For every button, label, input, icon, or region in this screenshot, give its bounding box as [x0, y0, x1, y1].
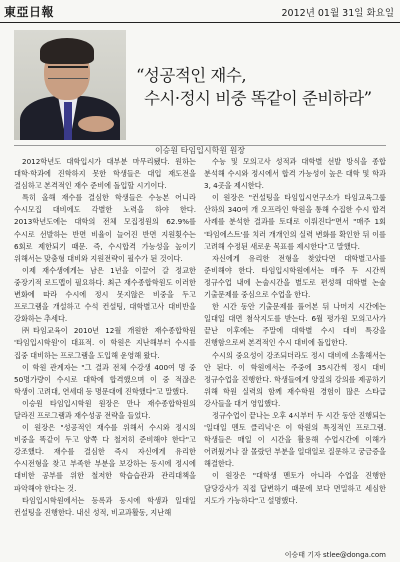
photo-caption-text: 이승원 타임입시학원 원장: [149, 146, 251, 155]
paragraph: 특히 올해 재수를 결심한 학생들은 수능본 어니라 수시모집 대비에도 각별한 노력을 하야 한다. 2013학년도에는 대학의 전체 모집정원의 62.9%를 수시로 선발하는 반면 비율이 늘어진 반면 지원횟수는 6회로 제한되기 때문. 즉, 수시합격 가능성을 높이기 위해서는 맞춤형 대비와 지원전략이 필수가 된 것이다.: [14, 193, 196, 263]
newspaper-name: 東亞日報: [4, 5, 55, 19]
paragraph: ㈜타임교육이 2010년 12월 개원한 재수종합학원 '타임입시학원'이 대표적. 이 학원은 지난해부터 수시를 집중 대비하는 프로그램을 도입해 운영해 왔다.: [14, 326, 196, 360]
article-column-left: [14, 156, 196, 548]
paragraph: 이 원장은 "컨설팅을 타임입시연구소가 타임교육그룹 산하의 340여 개 오프라인 학원을 통해 수집한 수시 합격 사례를 분석한 결과를 토대로 이뤄진다"면서 "매주 1회 '타임에스트'를 치러 개개인의 실력 변화를 확인한 뒤 이를 고려해 수정된 새로운 목표를 제시한다"고 말했다.: [204, 193, 386, 251]
paragraph: 이승원 타임입시학원 원장은 만나 재수종합학원의 달라진 프로그램과 재수성공 전략을 들었다.: [14, 398, 196, 420]
paragraph: 이 원장은 "대학생 멘토가 아니라 수업을 진행한 담당강사가 직접 답변하기 때문에 보다 면밀하고 세심한 지도가 가능하다"고 설명했다.: [204, 471, 386, 505]
paragraph: 수능 및 모의고사 성적과 대학별 선발 방식을 종합 분석해 수시와 정시에서 합격 가능성이 높은 대학 및 학과 3, 4곳을 제시한다.: [204, 157, 386, 191]
paragraph: 타임입시학원에서는 등록과 동시에 학생과 일대일 컨설팅을 진행한다. 내신 성적, 비교과활동, 지난해: [14, 495, 196, 517]
paragraph: 이제 재수생에게는 남은 1년을 이끌어 갈 정교한 중장기적 로드맵이 필요하다. 최근 재수종합학원도 이러한 변화에 따라 수시에 정시 못지않은 비중을 두고 프로그램을 개설하고 수석 컨설팅, 대학별고사 대비반을 강화하는 추세다.: [14, 265, 196, 324]
publication-date: 2012년 01월 31일 화요일: [281, 8, 394, 19]
article-headline: [136, 64, 398, 110]
article-column-right: [204, 156, 386, 548]
reporter-byline: 이승태 기자 stlee@donga.com: [284, 551, 386, 559]
photo-caption: [0, 138, 400, 157]
interviewee-photo: [14, 30, 126, 140]
paragraph: 이 원장은 "성공적인 재수를 위해서 수시와 정시의 비중을 똑같이 두고 양쪽 다 철저히 준비해야 한다"고 강조했다. 재수를 결심한 즉시 자신에게 유리한 수시전형을 찾고 부족한 부분을 보강하는 동시에 정시에 대비한 공부를 위한 철저한 학습습관과 관리대책을 파악해야 한다는 것.: [14, 423, 196, 493]
headline-line-1: “성공적인 재수,: [136, 66, 247, 85]
paragraph: 자신에게 유리한 전형을 찾았다면 대학별고사를 준비해야 한다. 타임입시학원에서는 매주 두 시간씩 정규수업 내에 논술시간을 별도로 편성해 대학별 논술 기출문제를 중심으로 수업을 한다.: [204, 253, 386, 300]
newspaper-masthead: [0, 0, 400, 23]
paragraph: 이 학원 관계자는 "그 결과 전체 수강생 400여 명 중 50명가량이 수시로 대학에 합격했으며 이 중 적잖은 학생이 고려대, 연세대 등 명문대에 진학했다"고 말했다.: [14, 362, 196, 396]
paragraph: 정규수업이 끝나는 오후 4시부터 두 시간 동안 진행되는 '일대일 멘토 클리닉'은 이 학원의 특징적인 프로그램. 학생들은 매일 이 시간을 활용해 수업시간에 이해가 어려웠거나 잘 몰랐던 부분을 일대일로 질문하고 궁금증을 해결한다.: [204, 410, 386, 469]
headline-line-2: 수시·정시 비중 똑같이 준비하라”: [144, 89, 372, 108]
paragraph: 2012학년도 대학입시가 대부분 마무리됐다. 원하는 대학·학과에 진학하지 못한 학생들은 대입 재도전을 결심하고 본격적인 재수 준비에 돌입할 시기이다.: [14, 157, 196, 191]
paragraph: 한 시간 동안 기출문제를 풀어본 뒤 나머지 시간에는 일대일 대면 첨삭지도를 받는다. 6월 평가원 모의고사가 끝난 이후에는 주말에 대학별 수시 대비 특강을 진행함으로써 본격적인 수시 대비에 돌입한다.: [204, 302, 386, 348]
paragraph: 수시의 중요성이 강조되더라도 정시 대비에 소홀해서는 안 된다. 이 학원에서는 주중에 35시간씩 정시 대비 정규수업을 진행한다. 학생들에게 양질의 강의를 제공하기 위해 학원 실력의 함께 재수학원 경험이 많은 스타급 강사들을 대거 영입했다.: [204, 350, 386, 408]
